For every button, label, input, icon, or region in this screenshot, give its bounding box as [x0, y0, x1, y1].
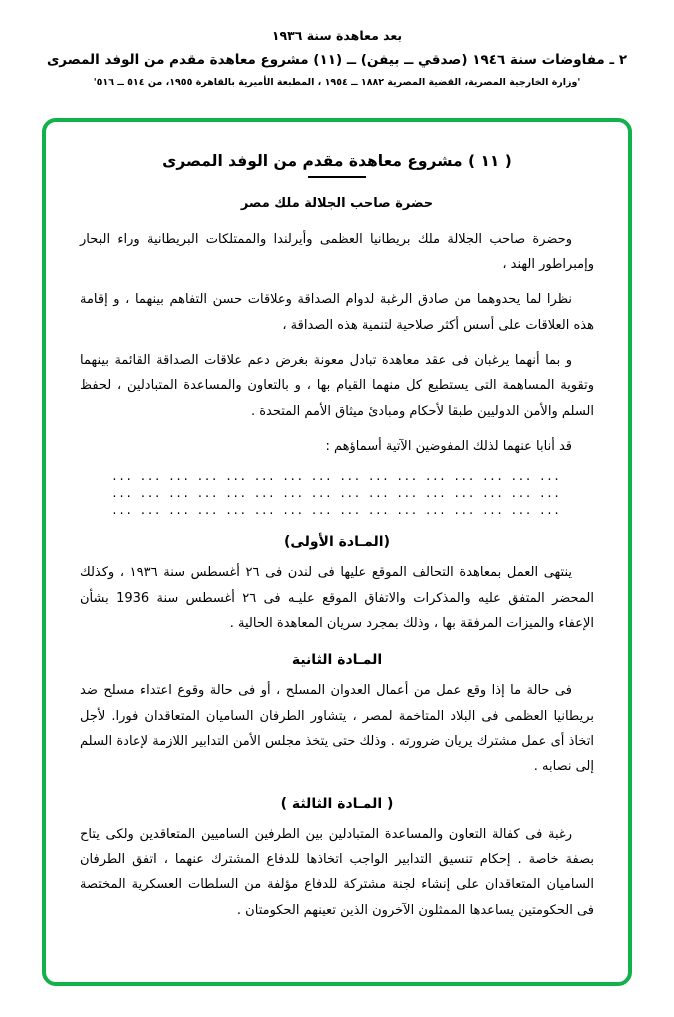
salutation: حضرة صاحب الجلالة ملك مصر: [240, 195, 434, 211]
header-line-1: بعد معاهدة سنة ١٩٣٦: [271, 28, 403, 43]
article-2-heading: المـادة الثانية: [291, 652, 383, 669]
header-source-citation: 'وزارة الخارجية المصرية، القضية المصرية ١٨٨٢ ــ ١٩٥٤ ، المطبعة الأميرية بالقاهرة ١٩٥٥، من ٥١٤ ــ ٥١٦': [93, 77, 581, 88]
document-title: ( ١١ ) مشروع معاهدة مقدم من الوفد المصرى: [162, 152, 512, 170]
article-3-heading: ( المـادة الثالثة ): [280, 795, 394, 812]
preamble-paragraph-1: وحضرة صاحب الجلالة ملك بريطانيا العظمى وأيرلندا والممتلكات البريطانية وراء البحار وإمبراطور الهند ،: [80, 231, 594, 272]
article-3-body: رغبة فى كفالة التعاون والمساعدة المتبادلين بين الطرفين الساميين المتعاقدين ولكى يتاح بصفة خاصة . إحكام تنسيق التدابير الواجب اتخاذها للدفاع المشترك عنهما ، اتفق الطرفان الساميان المتعاقدان على إنشاء لجنة مشتركة للدفاع مؤلفة من السلطات العسكرية المختصة فى الحكومتين يساعدها الممثلون الآخرون الذين تعينهم الحكومتان .: [80, 826, 594, 918]
preamble-paragraph-4: قد أنابا عنهما لذلك المفوضين الآتية أسماؤهم :: [325, 438, 572, 454]
signatories-placeholder: [80, 469, 594, 518]
green-content-frame: [42, 118, 632, 986]
preamble-paragraph-3: و بما أنهما يرغبان فى عقد معاهدة تبادل معونة بغرض دعم علاقات الصداقة القائمة بينهما وتقوية المساهمة التى يستطيع كل منهما القيام بها ، و بالتعاون والمساعدة المتبادلين ، لحفظ السلم والأمن الدوليين طبقا لأحكام ومبادئ ميثاق الأمم المتحدة .: [80, 352, 594, 419]
article-2-body: فى حالة ما إذا وقع عمل من أعمال العدوان المسلح ، أو فى حالة وقوع اعتداء مسلح ضد بريطانيا العظمى فى البلاد المتاخمة لمصر ، يتشاور الطرفان الساميان المتعاقدان فورا. لأجل اتخاذ أى عمل مشترك يريان ضرورته . وذلك حتى يتخذ مجلس الأمن التدابير اللازمة لإعادة السلم إلى نصابه .: [80, 683, 594, 775]
dotted-line-3: ... ... ... ... ... ... ... ... ... ... ... ... ... ... ... ...: [112, 503, 562, 519]
document-body: [46, 122, 628, 982]
preamble-paragraph-2: نظرا لما يحدوهما من صادق الرغبة لدوام الصداقة وعلاقات حسن التفاهم بينهما ، و إقامة هذه العلاقات على أسس أكثر صلاحية لتنمية هذه الصداقة ،: [80, 292, 594, 333]
title-divider: [308, 176, 366, 178]
dotted-line-2: ... ... ... ... ... ... ... ... ... ... ... ... ... ... ... ...: [112, 486, 562, 502]
article-1-body: ينتهى العمل بمعاهدة التحالف الموقع عليها فى لندن فى ٢٦ أغسطس سنة ١٩٣٦ ، وكذلك المحضر المتفق عليه والمذكرات والاتفاق الموقع عليـه فى ٢٦ أغسطس سنة 1936 بشأن الإعفاء والميزات المرفقة بها ، وذلك بمجرد سريان المعاهدة الحالية .: [80, 565, 594, 631]
page-header: [0, 0, 674, 88]
dotted-line-1: ... ... ... ... ... ... ... ... ... ... ... ... ... ... ... ...: [112, 469, 562, 485]
header-line-2: ٢ ـ مفاوضات سنة ١٩٤٦ (صدقي ــ بيفن) ــ (١١) مشروع معاهدة مقدم من الوفد المصرى: [46, 52, 628, 68]
article-1-heading: (المـادة الأولى): [284, 534, 390, 551]
